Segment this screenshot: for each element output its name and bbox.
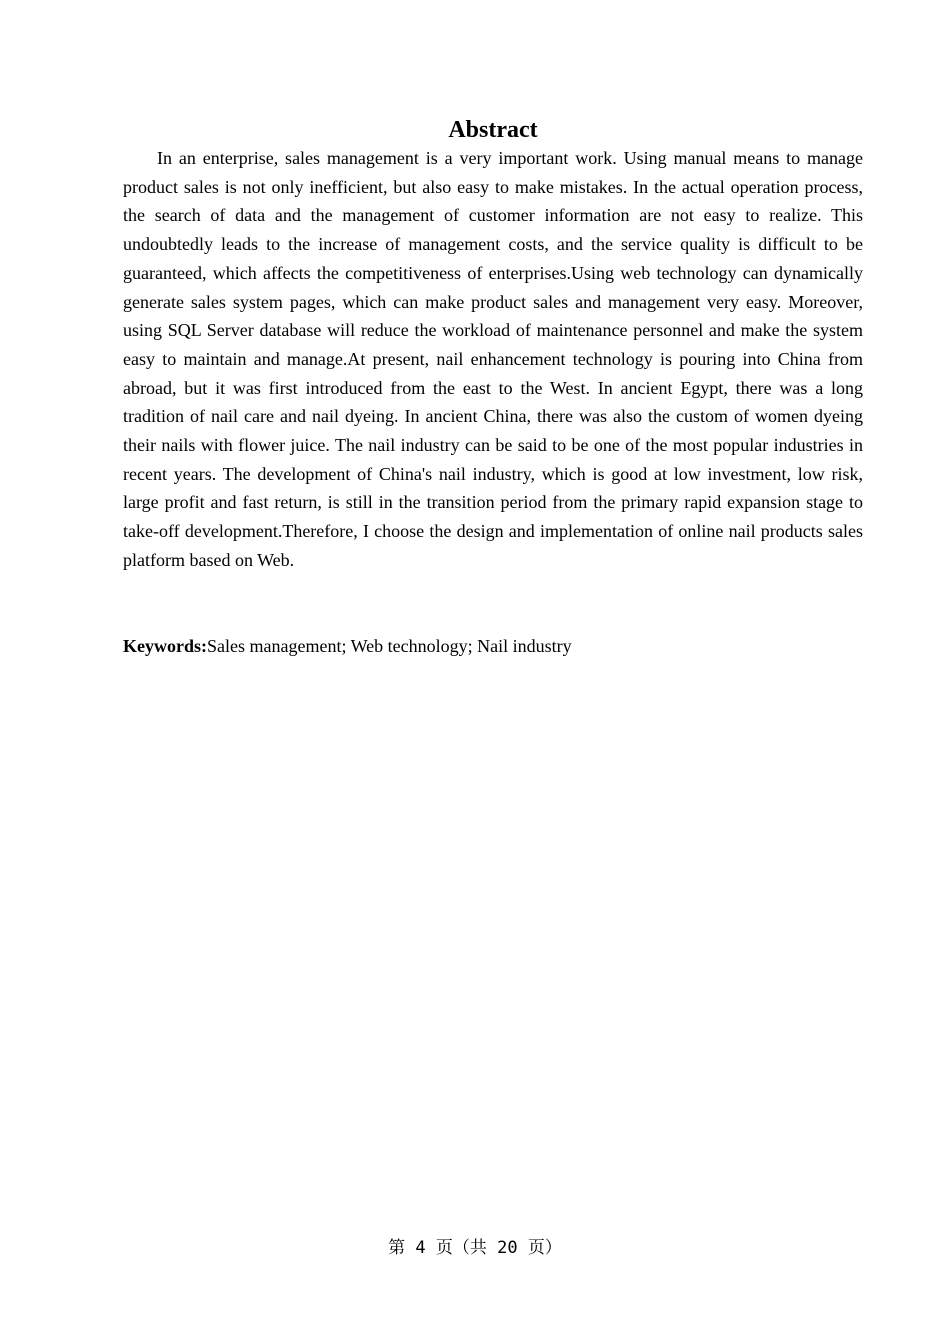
abstract-body: In an enterprise, sales management is a very important work. Using manual means to manage product sales is not only inefficient, but also easy to make mistakes. In the actual operation process, the search of data and the management of customer information are not easy to realize. This undoubtedly leads to the increase of management costs, and the service quality is difficult to be guaranteed, which affects the competitiveness of enterprises.Using web technology can dynamically generate sales system pages, which can make product sales and management very easy. Moreover, using SQL Server database will reduce the workload of maintenance personnel and make the system easy to maintain and manage.At present, nail enhancement technology is pouring into China from abroad, but it was first introduced from the east to the West. In ancient Egypt, there was a long tradition of nail care and nail dyeing. In ancient China, there was also the custom of women dyeing their nails with flower juice. The nail industry can be said to be one of the most popular industries in recent years. The development of China's nail industry, which is good at low investment, low risk, large profit and fast return, is still in the transition period from the primary rapid expansion stage to take-off development.Therefore, I choose the design and implementation of online nail products sales platform based on Web. (123, 148, 863, 570)
abstract-title: Abstract (448, 117, 538, 143)
page-number-footer: 第 4 页（共 20 页） (388, 1238, 562, 1258)
keywords-line (123, 632, 863, 661)
keywords-label: Keywords: (123, 636, 207, 656)
keywords-text: Sales management; Web technology; Nail industry (207, 636, 572, 656)
